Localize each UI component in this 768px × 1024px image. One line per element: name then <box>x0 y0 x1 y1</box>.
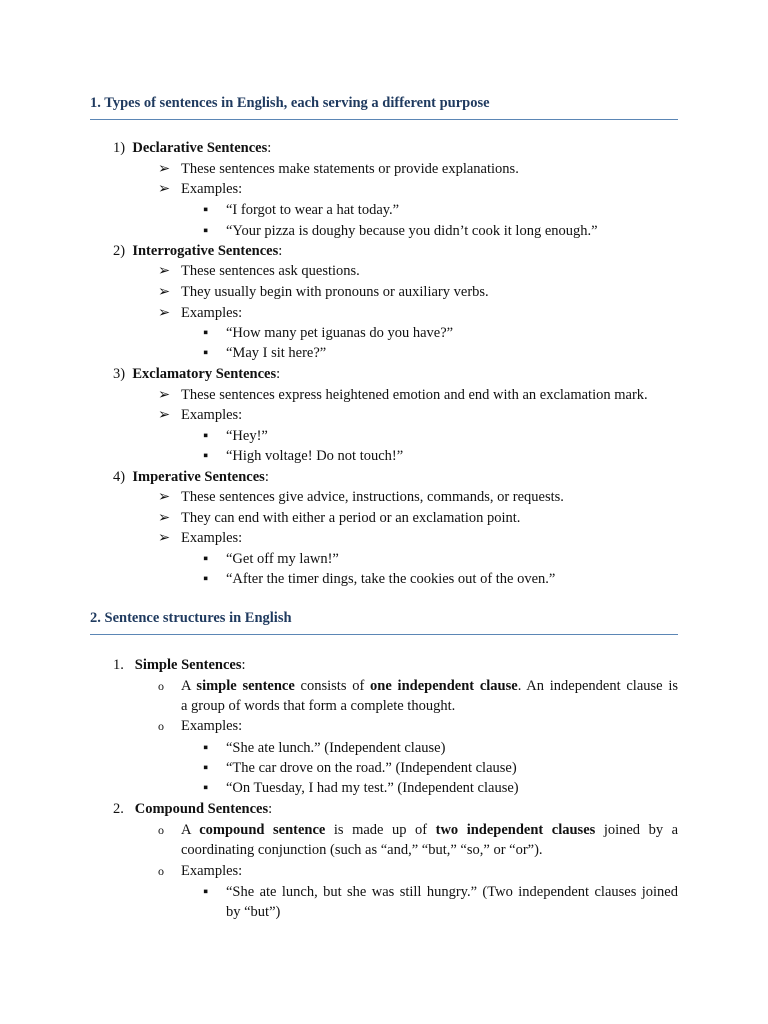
definition-text: consists of <box>300 678 365 694</box>
square-bullet-icon: ▪ <box>203 428 209 444</box>
bullet-point: These sentences ask questions. <box>181 263 360 279</box>
definition-text: joined by a <box>603 822 679 838</box>
item-number: 1) <box>113 140 126 156</box>
square-bullet-icon: ▪ <box>203 760 209 776</box>
example-item: “After the timer dings, take the cookies out of the oven.” <box>226 571 556 587</box>
definition-text: A <box>181 678 191 694</box>
definition-emphasis: two independent clauses <box>435 822 596 838</box>
arrow-bullet-icon: ➢ <box>158 489 171 505</box>
example-item: “She ate lunch, but she was still hungry.” (Two independent clauses joined <box>226 884 678 900</box>
item-number: 3) <box>113 366 126 382</box>
list-item-compound: 2. Compound Sentences: <box>113 801 273 817</box>
definition-line <box>181 820 678 840</box>
square-bullet-icon: ▪ <box>203 325 209 341</box>
circle-bullet-icon: o <box>158 864 164 878</box>
example-item: “Your pizza is doughy because you didn’t cook it long enough.” <box>226 223 598 239</box>
arrow-bullet-icon: ➢ <box>158 181 171 197</box>
bullet-point: Examples: <box>181 863 243 879</box>
list-item-interrogative: 2) Interrogative Sentences: <box>113 243 283 259</box>
square-bullet-icon: ▪ <box>203 448 209 464</box>
example-item: “High voltage! Do not touch!” <box>226 448 404 464</box>
item-label: Declarative Sentences <box>132 140 268 156</box>
bullet-point: Examples: <box>181 718 243 734</box>
item-number: 2. <box>113 801 124 817</box>
definition-text: A <box>181 822 191 838</box>
square-bullet-icon: ▪ <box>203 202 209 218</box>
bullet-point: They can end with either a period or an exclamation point. <box>181 510 521 526</box>
square-bullet-icon: ▪ <box>203 223 209 239</box>
list-item-declarative: 1) Declarative Sentences: <box>113 140 272 156</box>
list-item-simple: 1. Simple Sentences: <box>113 657 246 673</box>
example-item: “How many pet iguanas do you have?” <box>226 325 454 341</box>
definition-line <box>181 676 678 696</box>
definition-text: . An independent clause is <box>517 678 679 694</box>
arrow-bullet-icon: ➢ <box>158 284 171 300</box>
example-item: “Get off my lawn!” <box>226 551 339 567</box>
bullet-point: These sentences give advice, instructions, commands, or requests. <box>181 489 564 505</box>
bullet-point: Examples: <box>181 530 243 546</box>
example-item: “I forgot to wear a hat today.” <box>226 202 400 218</box>
arrow-bullet-icon: ➢ <box>158 305 171 321</box>
square-bullet-icon: ▪ <box>203 740 209 756</box>
bullet-point: They usually begin with pronouns or auxiliary verbs. <box>181 284 489 300</box>
item-label: Simple Sentences <box>134 657 242 673</box>
circle-bullet-icon: o <box>158 719 164 733</box>
list-item-imperative: 4) Imperative Sentences: <box>113 469 269 485</box>
section-heading-types: 1. Types of sentences in English, each serving a different purpose <box>90 93 678 120</box>
bullet-point: Examples: <box>181 181 243 197</box>
item-label: Interrogative Sentences <box>132 243 279 259</box>
square-bullet-icon: ▪ <box>203 571 209 587</box>
circle-bullet-icon: o <box>158 679 164 693</box>
example-item: “On Tuesday, I had my test.” (Independent clause) <box>226 780 519 796</box>
square-bullet-icon: ▪ <box>203 780 209 796</box>
arrow-bullet-icon: ➢ <box>158 510 171 526</box>
bullet-point: Examples: <box>181 407 243 423</box>
section-heading-structures: 2. Sentence structures in English <box>90 608 678 635</box>
square-bullet-icon: ▪ <box>203 884 209 900</box>
square-bullet-icon: ▪ <box>203 551 209 567</box>
example-item: “The car drove on the road.” (Independent clause) <box>226 760 517 776</box>
bullet-point: These sentences make statements or provide explanations. <box>181 161 519 177</box>
example-item: “May I sit here?” <box>226 345 327 361</box>
example-item: “Hey!” <box>226 428 268 444</box>
item-number: 1. <box>113 657 124 673</box>
list-item-exclamatory: 3) Exclamatory Sentences: <box>113 366 281 382</box>
definition-line: coordinating conjunction (such as “and,” “but,” “so,” or “or”). <box>181 842 543 858</box>
item-number: 2) <box>113 243 126 259</box>
example-item: “She ate lunch.” (Independent clause) <box>226 740 446 756</box>
bullet-point: Examples: <box>181 305 243 321</box>
arrow-bullet-icon: ➢ <box>158 387 171 403</box>
definition-text: is made up of <box>333 822 428 838</box>
example-item-continued: by “but”) <box>226 904 281 920</box>
item-label: Exclamatory Sentences <box>132 366 277 382</box>
bullet-point: These sentences express heightened emotion and end with an exclamation mark. <box>181 387 648 403</box>
item-label: Compound Sentences <box>134 801 269 817</box>
definition-term: compound sentence <box>199 822 326 838</box>
arrow-bullet-icon: ➢ <box>158 263 171 279</box>
definition-term: simple sentence <box>196 678 295 694</box>
circle-bullet-icon: o <box>158 823 164 837</box>
square-bullet-icon: ▪ <box>203 345 209 361</box>
definition-emphasis: one independent clause <box>370 678 518 694</box>
item-label: Imperative Sentences <box>132 469 265 485</box>
item-number: 4) <box>113 469 126 485</box>
arrow-bullet-icon: ➢ <box>158 407 171 423</box>
arrow-bullet-icon: ➢ <box>158 530 171 546</box>
arrow-bullet-icon: ➢ <box>158 161 171 177</box>
definition-line: a group of words that form a complete thought. <box>181 698 456 714</box>
